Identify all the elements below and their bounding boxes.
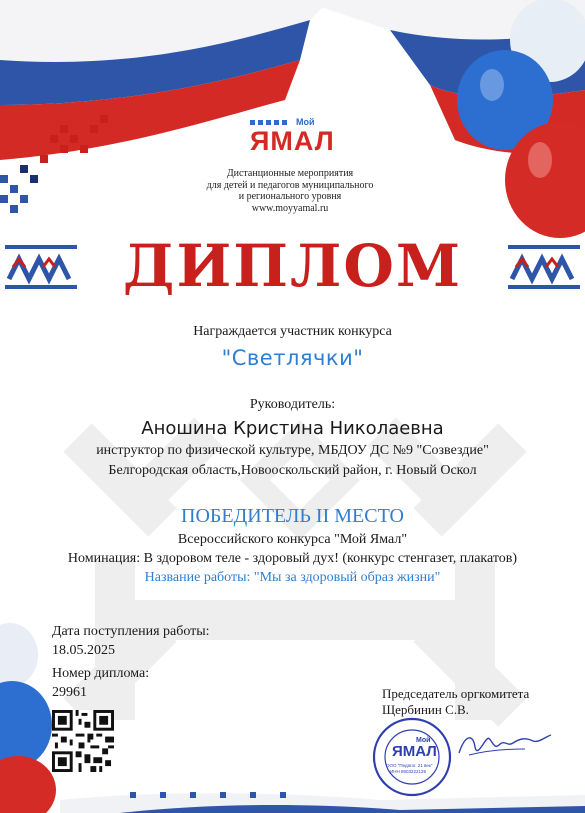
stamp-logo-main: ЯМАЛ bbox=[392, 743, 437, 760]
stamp-line-2: ИНН 8603222129 bbox=[390, 769, 427, 774]
logo-main-text: ЯМАЛ bbox=[250, 126, 335, 156]
nomination: Номинация: В здоровом теле - здоровый дух! (конкурс стенгазет, плакатов) bbox=[67, 551, 518, 566]
organizer-site: www.moyyamal.ru bbox=[251, 202, 329, 214]
chair-name: Щербинин С.В. bbox=[382, 702, 469, 717]
official-stamp bbox=[372, 717, 452, 797]
leader-location: Белгородская область,Новооскольский район, г. Новый Оскол bbox=[108, 463, 477, 478]
organizer-line-2: для детей и педагогов муниципального bbox=[206, 179, 374, 191]
diploma-title: ДИПЛОМ bbox=[122, 232, 463, 300]
work-title: Название работы: "Мы за здоровый образ жизни" bbox=[144, 570, 441, 585]
ornament-left bbox=[0, 115, 115, 235]
organizer-info bbox=[190, 168, 390, 214]
leader-label: Руководитель: bbox=[249, 397, 336, 412]
date-value: 18.05.2025 bbox=[52, 643, 115, 658]
qr-code bbox=[52, 710, 114, 772]
date-label: Дата поступления работы: bbox=[52, 624, 210, 639]
stamp-line-1: ООО "Педагог. 21 век" bbox=[386, 763, 433, 768]
organizer-line-1: Дистанционные мероприятия bbox=[226, 168, 354, 179]
balloons-top-right bbox=[450, 0, 585, 240]
leader-name: Аношина Кристина Николаевна bbox=[141, 418, 444, 439]
competition-name: Всероссийского конкурса "Мой Ямал" bbox=[177, 532, 408, 547]
organizer-line-3: и регионального уровня bbox=[238, 191, 342, 202]
signature bbox=[455, 725, 555, 765]
leader-position: инструктор по физической культуре, МБДОУ ДС №9 "Созвездие" bbox=[96, 443, 489, 458]
number-value: 29961 bbox=[52, 685, 87, 700]
logo-top-text: Мой bbox=[296, 117, 315, 127]
award-title: ПОБЕДИТЕЛЬ II МЕСТО bbox=[181, 505, 404, 527]
contest-name: "Светлячки" bbox=[221, 346, 364, 370]
award-subtitle: Награждается участник конкурса bbox=[193, 324, 392, 339]
number-label: Номер диплома: bbox=[52, 666, 150, 681]
stamp-logo-top: Мой bbox=[416, 737, 431, 744]
chair-label: Председатель оргкомитета bbox=[382, 686, 530, 701]
